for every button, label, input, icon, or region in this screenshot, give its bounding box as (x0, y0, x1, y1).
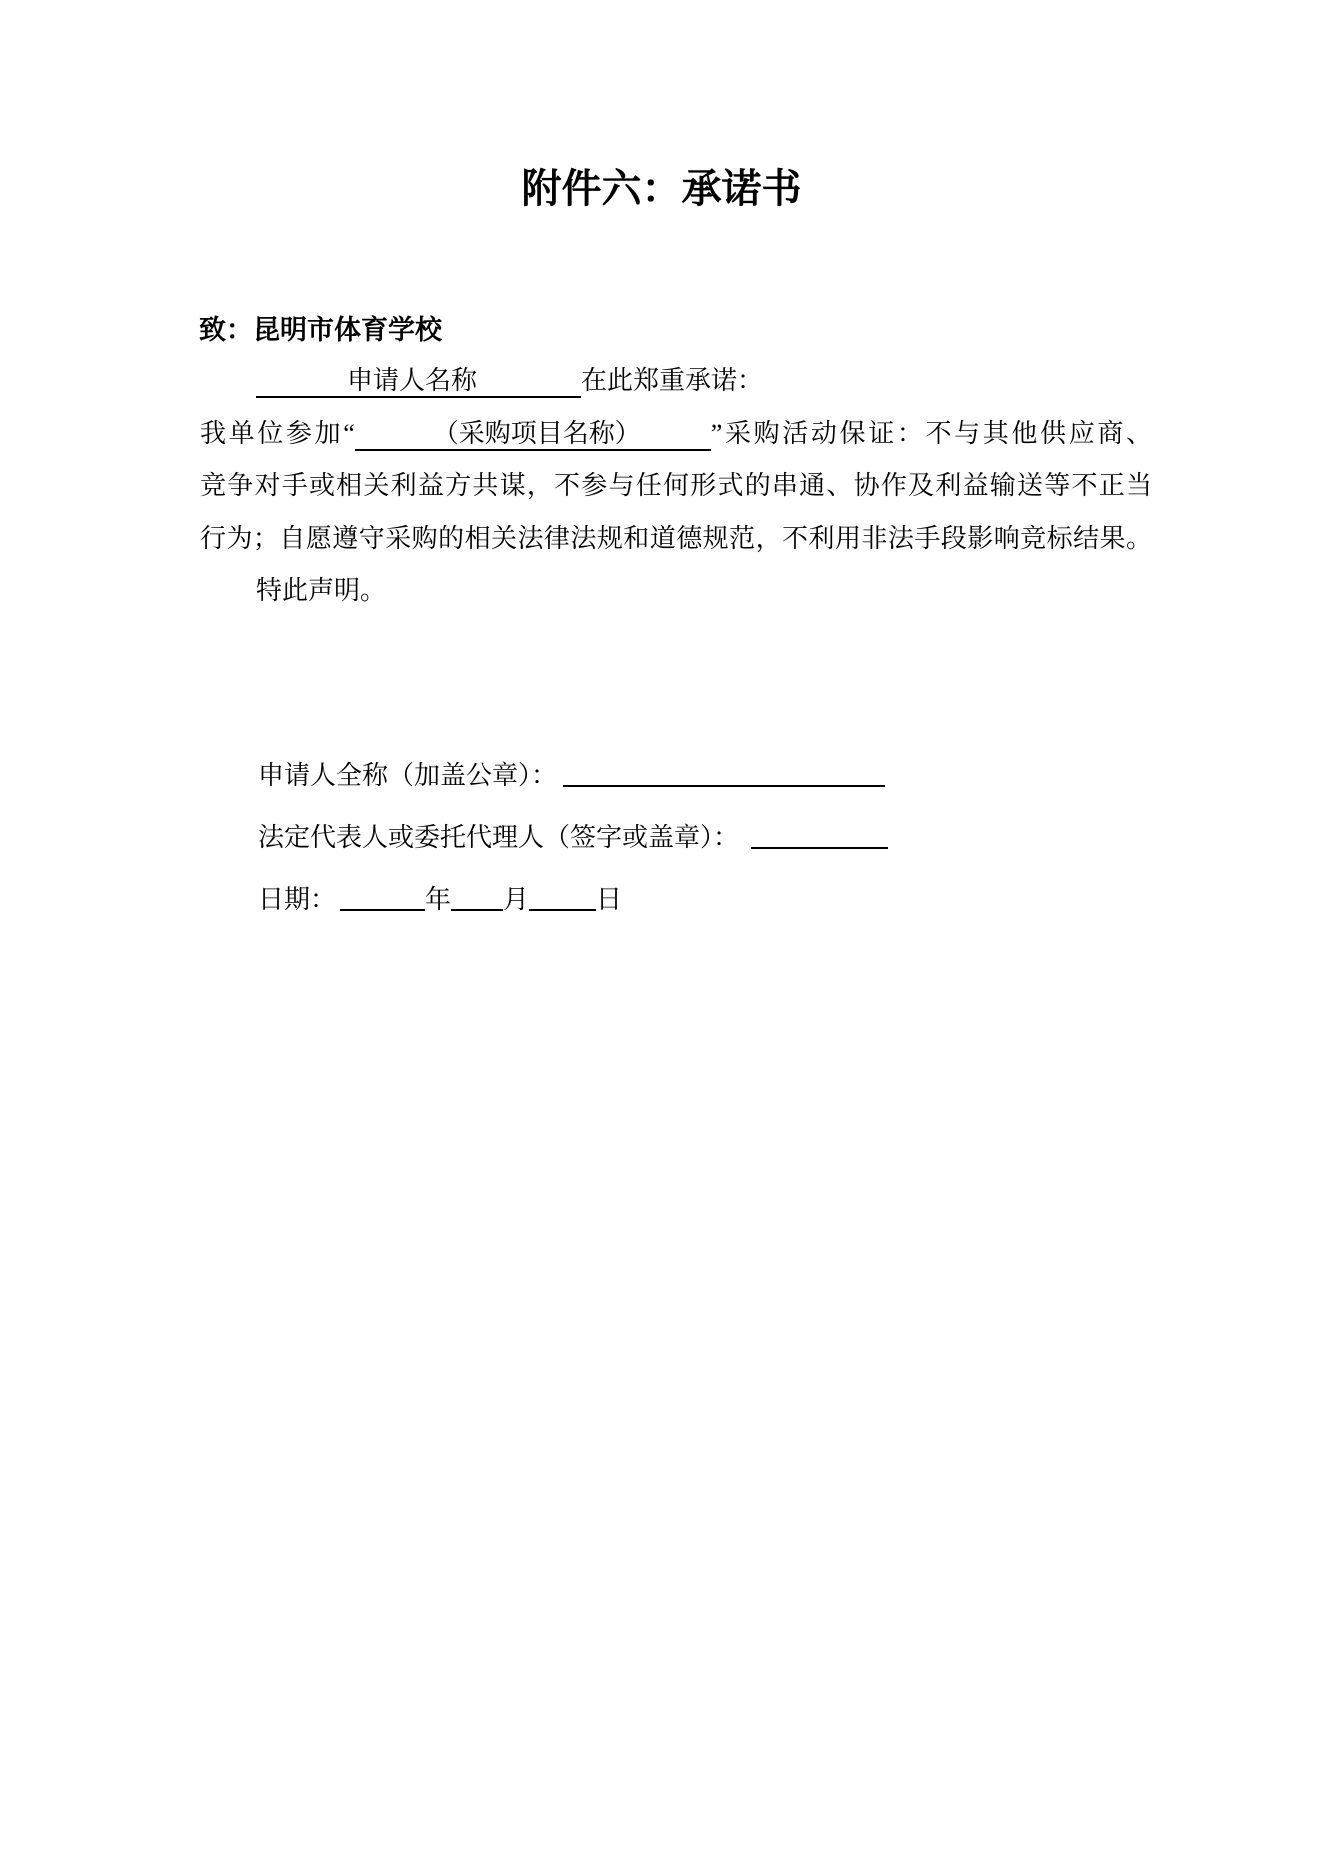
day-label: 日 (596, 885, 623, 914)
recipient-name: 昆明市体育学校 (253, 315, 442, 345)
project-name-blank (355, 419, 711, 451)
month-label: 月 (503, 885, 530, 914)
date-label: 日期： (258, 885, 337, 914)
signature-company-line (258, 756, 885, 793)
recipient-line (199, 313, 442, 348)
blank-space (477, 388, 581, 389)
year-label: 年 (425, 885, 452, 914)
body-paragraph-line-3: 行为；自愿遵守采购的相关法律法规和道德规范，不利用非法手段影响竞标结果。 (200, 524, 1152, 553)
day-blank (529, 883, 596, 911)
closing-statement: 特此声明。 (256, 576, 387, 605)
blank-space (256, 388, 347, 389)
month-blank (451, 883, 503, 911)
page-title: 附件六：承诺书 (521, 166, 802, 211)
date-line (258, 880, 622, 917)
legal-rep-label: 法定代表人或委托代理人（签字或盖章）： (258, 823, 740, 852)
body-paragraph-line-1 (200, 417, 1152, 451)
company-seal-label: 申请人全称（加盖公章）： (258, 761, 558, 790)
recipient-label: 致： (199, 315, 253, 345)
legal-rep-signature-blank (751, 821, 888, 849)
blank-space (641, 441, 711, 442)
year-blank (340, 883, 425, 911)
blank-space (355, 441, 433, 442)
company-name-blank (563, 759, 885, 787)
signature-legal-rep-line (258, 818, 888, 855)
paragraph-suffix: ”采购活动保证：不与其他供应商、 (710, 419, 1152, 448)
applicant-name-blank (256, 366, 581, 398)
body-paragraph-line-2: 竞争对手或相关利益方共谋，不参与任何形式的串通、协作及利益输送等不正当 (200, 471, 1152, 500)
paragraph-prefix: 我单位参加“ (200, 419, 355, 448)
applicant-name-placeholder: 申请人名称 (347, 366, 478, 395)
project-name-placeholder: （采购项目名称） (432, 419, 641, 448)
declaration-suffix: 在此郑重承诺： (581, 366, 764, 395)
applicant-declaration-line (256, 364, 763, 398)
